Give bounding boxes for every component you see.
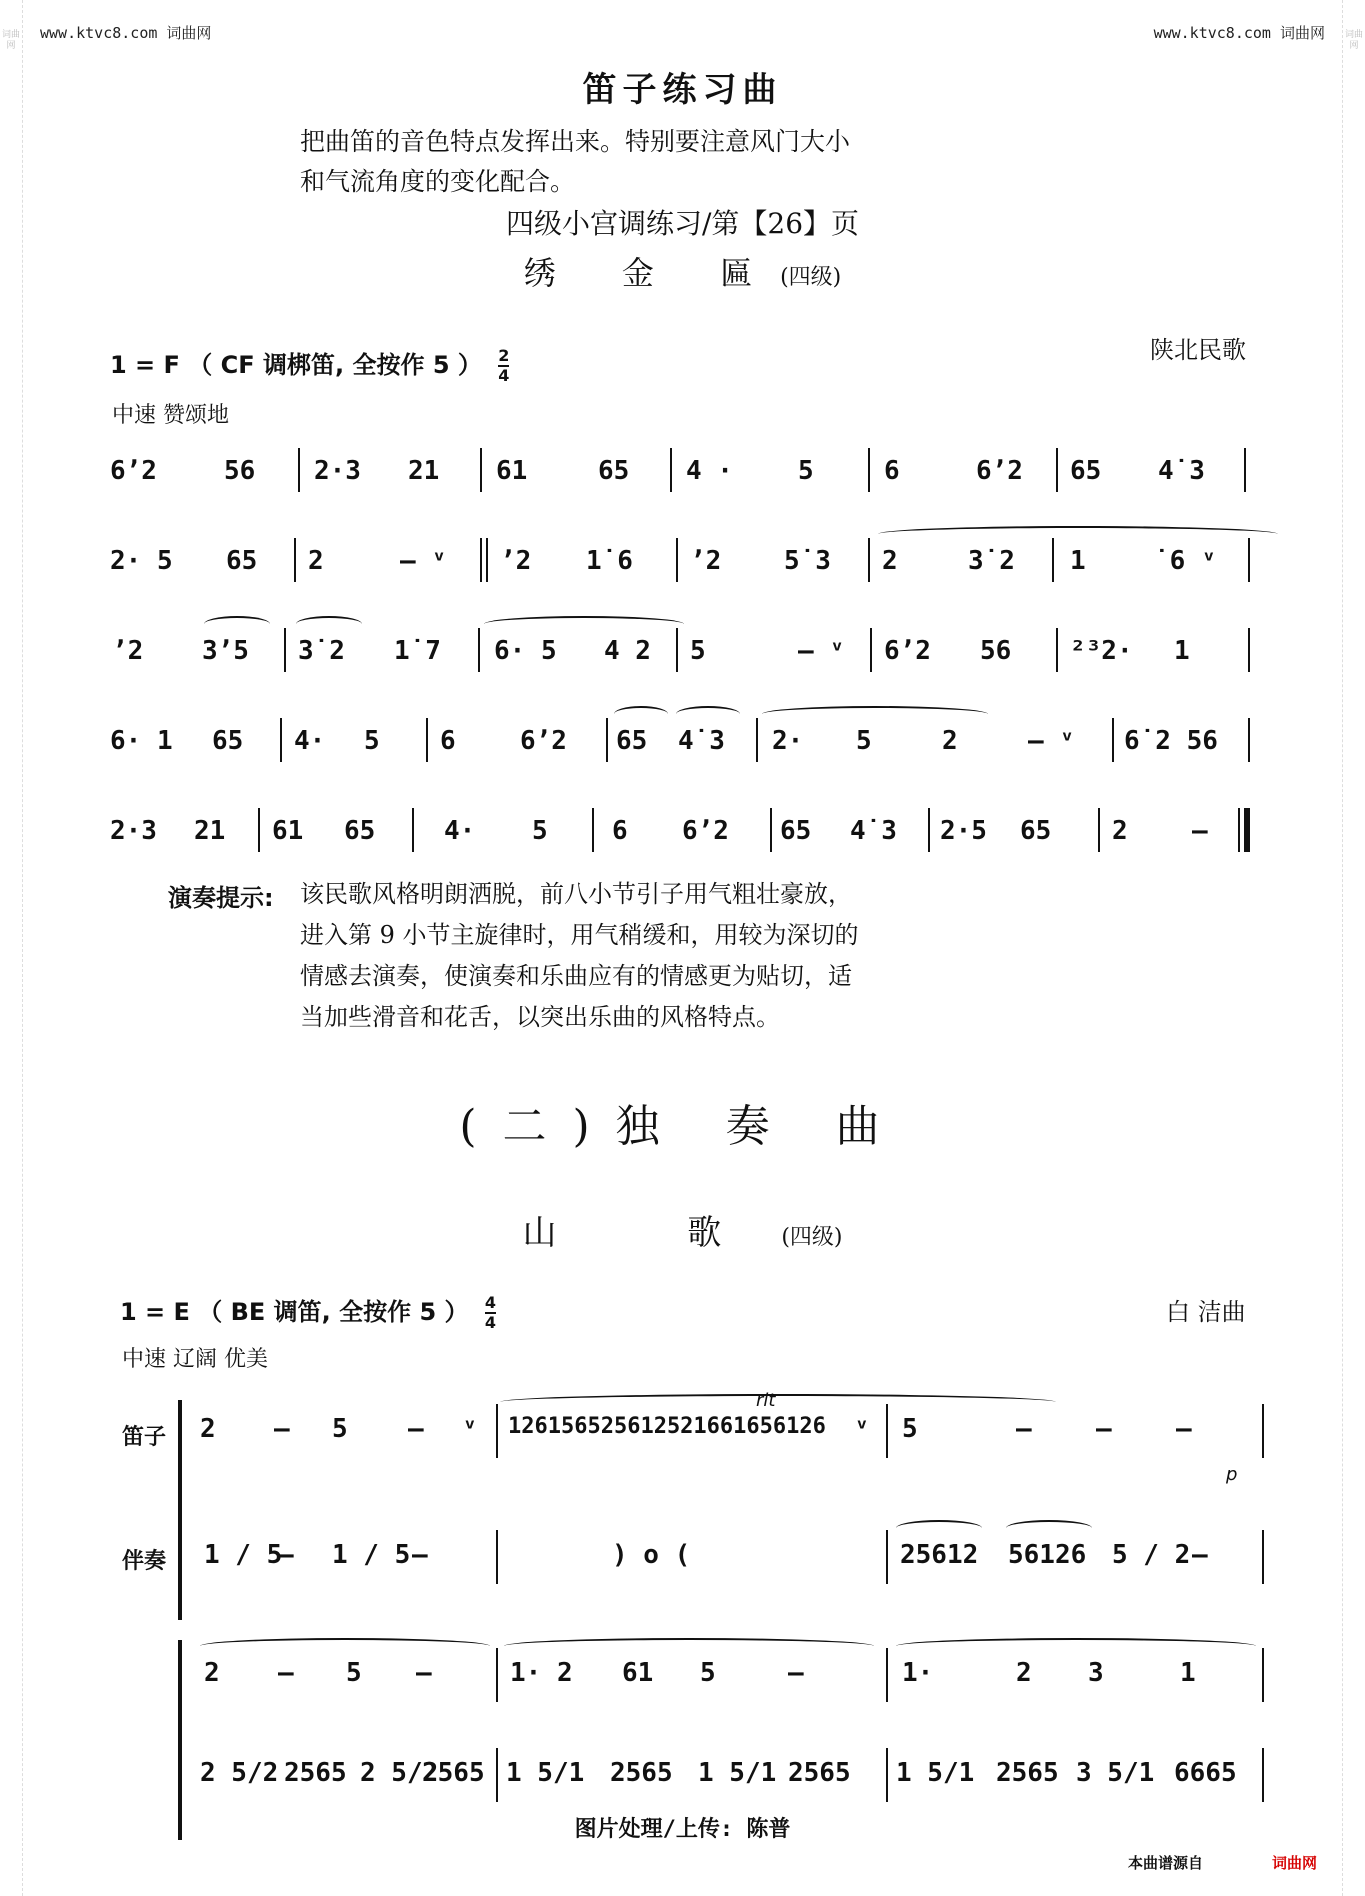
note-group: 65	[344, 816, 376, 846]
chord: 2 5/2	[360, 1758, 439, 1788]
note-group: 2	[1112, 816, 1128, 846]
barline	[258, 808, 260, 852]
barline	[868, 448, 870, 492]
rit-marking: rit	[756, 1390, 776, 1411]
barline	[412, 808, 414, 852]
song1-line-4	[108, 718, 1270, 768]
slur	[296, 616, 362, 632]
note-group: 3˙2	[968, 546, 1015, 576]
note-group: 6665	[1174, 1758, 1237, 1788]
song1-line-5	[108, 808, 1270, 858]
barline	[1262, 1530, 1264, 1584]
slur	[484, 616, 684, 632]
note-group: 3	[1088, 1658, 1104, 1688]
slur	[1006, 1520, 1092, 1536]
barline	[298, 448, 300, 492]
flute-part-label: 笛子	[122, 1425, 167, 1450]
note-group: 2	[204, 1658, 220, 1688]
breath-mark: ᵛ	[854, 1414, 870, 1444]
note-group: 2565	[788, 1758, 851, 1788]
note-group: 1	[1174, 636, 1190, 666]
tips-line: 进入第 9 小节主旋律时，用气稍缓和，用较为深切的	[300, 921, 859, 949]
note-group: 4˙3	[678, 726, 725, 756]
note-group: 5˙3	[784, 546, 831, 576]
note-group: 6˙2 56	[1124, 726, 1218, 756]
note-group: 6· 5	[494, 636, 557, 666]
barline	[592, 808, 594, 852]
song2-tempo: 中速 辽阔 优美	[122, 1347, 268, 1372]
note-group: 6	[440, 726, 456, 756]
slur	[896, 1638, 1256, 1654]
song1-line-1	[108, 448, 1270, 498]
song1-tempo: 中速 赞颂地	[112, 403, 229, 428]
song1-key: 1 = F （ CF 调梆笛, 全按作 5 ）	[110, 351, 482, 379]
barline	[1248, 538, 1250, 582]
chord: 5 / 2	[1112, 1540, 1191, 1570]
note-group: 21	[408, 456, 440, 486]
barline	[1262, 1404, 1264, 1458]
barline	[496, 1404, 498, 1458]
intro-line-2: 和气流角度的变化配合。	[300, 167, 576, 196]
watermark-text: 词曲网	[1, 30, 20, 51]
barline	[1262, 1648, 1264, 1702]
barline	[426, 718, 428, 762]
note-group: – ᵛ	[400, 546, 447, 576]
note-group: 4 2	[604, 636, 651, 666]
footer-brand: 词曲网	[1272, 1854, 1318, 1872]
note-group: 1· 2	[510, 1658, 573, 1688]
barline	[886, 1648, 888, 1702]
song2-title-text: 山 歌	[522, 1213, 782, 1253]
tips-label: 演奏提示:	[168, 884, 274, 912]
note-group: 65	[1020, 816, 1052, 846]
breath-mark: ᵛ	[462, 1414, 478, 1444]
song1-key-signature	[110, 345, 509, 385]
note-group: –	[278, 1540, 294, 1570]
barline	[496, 1648, 498, 1702]
upload-credit: 图片处理/上传: 陈普	[574, 1817, 791, 1842]
note-group: 61	[622, 1658, 654, 1688]
song1-title-text: 绣 金 匾	[523, 254, 781, 292]
note-group: 2565	[610, 1758, 673, 1788]
note-group: 65	[616, 726, 648, 756]
song2-sys2-accomp	[196, 1748, 1270, 1808]
page-title: 笛子练习曲	[582, 70, 783, 110]
intro-line-1: 把曲笛的音色特点发挥出来。特别要注意风门大小	[300, 127, 851, 156]
note-group: 65	[598, 456, 630, 486]
slur	[500, 1394, 1056, 1410]
barline	[770, 808, 772, 852]
song1-line-3	[108, 628, 1270, 678]
song1-time-signature	[498, 347, 509, 385]
note-group: –	[1016, 1414, 1032, 1444]
watermark-text: 词曲网	[1344, 30, 1363, 51]
chord: 1 5/1	[896, 1758, 975, 1788]
note-group: 6ʼ2	[110, 456, 157, 486]
note-group: 1˙6	[586, 546, 633, 576]
note-group: 5	[364, 726, 380, 756]
barline	[496, 1530, 498, 1584]
chord: 1 / 5	[204, 1540, 283, 1570]
barline	[886, 1748, 888, 1802]
note-group: –	[278, 1658, 294, 1688]
slur	[896, 1520, 982, 1536]
song1-title	[0, 248, 1365, 294]
cadenza-run: 126156525612521661656126	[508, 1414, 826, 1439]
note-group: 2·3	[314, 456, 361, 486]
barline	[496, 1748, 498, 1802]
barline	[676, 538, 678, 582]
note-group: ʼ2	[112, 636, 144, 666]
note-group: 2	[1016, 1658, 1032, 1688]
note-group: 2	[200, 1414, 216, 1444]
barline	[1262, 1748, 1264, 1802]
watermark-url-right: www.ktvc8.com 词曲网	[1153, 24, 1325, 42]
slur	[200, 1638, 490, 1654]
song2-composer: 白 洁曲	[1166, 1298, 1246, 1326]
barline	[886, 1530, 888, 1584]
time-top: 4	[484, 1293, 497, 1312]
note-group: –	[412, 1540, 428, 1570]
barline	[280, 718, 282, 762]
note-group: ²³2·	[1070, 636, 1133, 666]
note-group: 4˙3	[1158, 456, 1205, 486]
note-group: 5	[346, 1658, 362, 1688]
note-group: 56	[980, 636, 1012, 666]
dynamic-marking: p	[1226, 1464, 1238, 1485]
song1-line-2	[108, 538, 1270, 588]
note-group: 1	[1070, 546, 1086, 576]
note-group: 2·	[772, 726, 804, 756]
slur	[504, 1638, 874, 1654]
note-group: 4˙3	[850, 816, 897, 846]
song2-title	[0, 1205, 1365, 1254]
final-barline	[1238, 808, 1240, 852]
note-group: 5	[700, 1658, 716, 1688]
time-bottom: 4	[498, 366, 510, 385]
note-group: 4·	[294, 726, 326, 756]
barline	[1244, 448, 1246, 492]
song2-sys1-flute	[196, 1390, 1270, 1485]
note-group: 5	[532, 816, 548, 846]
note-group: –	[1192, 1540, 1208, 1570]
note-group: 61	[496, 456, 528, 486]
note-group: –	[416, 1658, 432, 1688]
note-group: ˙6 ᵛ	[1154, 546, 1217, 576]
note-group: 2565	[996, 1758, 1059, 1788]
barline	[1056, 448, 1058, 492]
note-group: –	[788, 1658, 804, 1688]
slur	[614, 706, 668, 722]
note-group: 2	[308, 546, 324, 576]
note-group: 2	[942, 726, 958, 756]
barline	[928, 808, 930, 852]
barline	[284, 628, 286, 672]
barline	[1098, 808, 1100, 852]
time-bottom: 4	[484, 1313, 497, 1332]
accomp-part-label: 伴奏	[122, 1549, 167, 1574]
barline	[868, 538, 870, 582]
barline	[756, 718, 758, 762]
note-group: 56126	[1008, 1540, 1087, 1570]
final-barline-thick	[1244, 808, 1250, 852]
tips-line: 当加些滑音和花舌，以突出乐曲的风格特点。	[300, 1003, 780, 1031]
note-group: – ᵛ	[798, 636, 845, 666]
song1-level: (四级)	[780, 265, 842, 290]
note-group: 5	[332, 1414, 348, 1444]
note-group: 4 ·	[686, 456, 733, 486]
barline	[870, 628, 872, 672]
footer-source: 本曲谱源自	[1128, 1854, 1204, 1872]
barline	[1112, 718, 1114, 762]
tips-line: 情感去演奏，使演奏和乐曲应有的情感更为贴切，适	[300, 962, 852, 990]
slur	[676, 706, 740, 722]
note-group: 2565	[284, 1758, 347, 1788]
barline	[1056, 628, 1058, 672]
note-group: ʼ2	[690, 546, 722, 576]
note-group: 21	[194, 816, 226, 846]
note-group: –	[1176, 1414, 1192, 1444]
note-group: 65	[212, 726, 244, 756]
note-group: 5	[798, 456, 814, 486]
chord: 1 / 5	[332, 1540, 411, 1570]
barline	[480, 448, 482, 492]
song2-sys1-accomp	[196, 1530, 1270, 1590]
barline	[670, 448, 672, 492]
song2-time-signature	[485, 1294, 496, 1332]
note-group: ʼ2	[500, 546, 532, 576]
note-group: 6ʼ2	[682, 816, 729, 846]
song1-origin: 陕北民歌	[1150, 336, 1246, 364]
tips-line: 该民歌风格明朗洒脱，前八小节引子用气粗壮豪放，	[300, 880, 852, 908]
note-group: 6· 1	[110, 726, 173, 756]
note-group: 25612	[900, 1540, 979, 1570]
repeat-barline	[480, 538, 482, 582]
note-group: 2	[882, 546, 898, 576]
note-group: 56	[224, 456, 256, 486]
note-group: 1·	[902, 1658, 934, 1688]
song2-level: (四级)	[781, 1225, 843, 1250]
song2-sys2-flute	[196, 1648, 1270, 1708]
note-group: –	[408, 1414, 424, 1444]
note-group: 61	[272, 816, 304, 846]
barline	[606, 718, 608, 762]
barline	[1248, 628, 1250, 672]
note-group: 65	[780, 816, 812, 846]
note-group: 1	[1180, 1658, 1196, 1688]
repeat-barline	[486, 538, 488, 582]
note-group: 3˙2	[298, 636, 345, 666]
note-group: 1˙7	[394, 636, 441, 666]
note-group: 5	[902, 1414, 918, 1444]
note-group: 5	[690, 636, 706, 666]
subheading: 四级小宫调练习/第【26】页	[505, 207, 860, 240]
note-group: 6ʼ2	[884, 636, 931, 666]
slur	[204, 616, 270, 632]
barline	[1052, 538, 1054, 582]
slur	[878, 526, 1278, 542]
note-group: 5	[856, 726, 872, 756]
note-group: 2·3	[110, 816, 157, 846]
note-group: 65	[1070, 456, 1102, 486]
chord: 2 5/2	[200, 1758, 279, 1788]
note-group: 4·	[444, 816, 476, 846]
system-bracket	[178, 1400, 188, 1620]
time-top: 2	[498, 346, 510, 365]
barline	[886, 1404, 888, 1458]
note-group: 2·5	[940, 816, 987, 846]
chord: 3 5/1	[1076, 1758, 1155, 1788]
note-group: 6	[612, 816, 628, 846]
chord: 1 5/1	[506, 1758, 585, 1788]
barline	[676, 628, 678, 672]
note-group: –	[1096, 1414, 1112, 1444]
barline	[478, 628, 480, 672]
barline	[294, 538, 296, 582]
song2-key-signature	[120, 1292, 496, 1332]
note-group: 6	[884, 456, 900, 486]
note-group: 2· 5	[110, 546, 173, 576]
system-bracket	[178, 1640, 188, 1840]
song2-key: 1 = E （ BE 调笛, 全按作 5 ）	[120, 1298, 469, 1326]
note-group: – ᵛ	[1028, 726, 1075, 756]
note-group: –	[274, 1414, 290, 1444]
rest-group: ) o (	[612, 1540, 691, 1570]
note-group: 3ʼ5	[202, 636, 249, 666]
slur	[762, 706, 988, 722]
note-group: 2565	[422, 1758, 485, 1788]
chord: 1 5/1	[698, 1758, 777, 1788]
watermark-url-left: www.ktvc8.com 词曲网	[40, 24, 212, 42]
note-group: 6ʼ2	[520, 726, 567, 756]
note-group: 65	[226, 546, 258, 576]
section-title: (二)独 奏 曲	[459, 1101, 906, 1152]
note-group: –	[1192, 816, 1208, 846]
note-group: 6ʼ2	[976, 456, 1023, 486]
barline	[1248, 718, 1250, 762]
